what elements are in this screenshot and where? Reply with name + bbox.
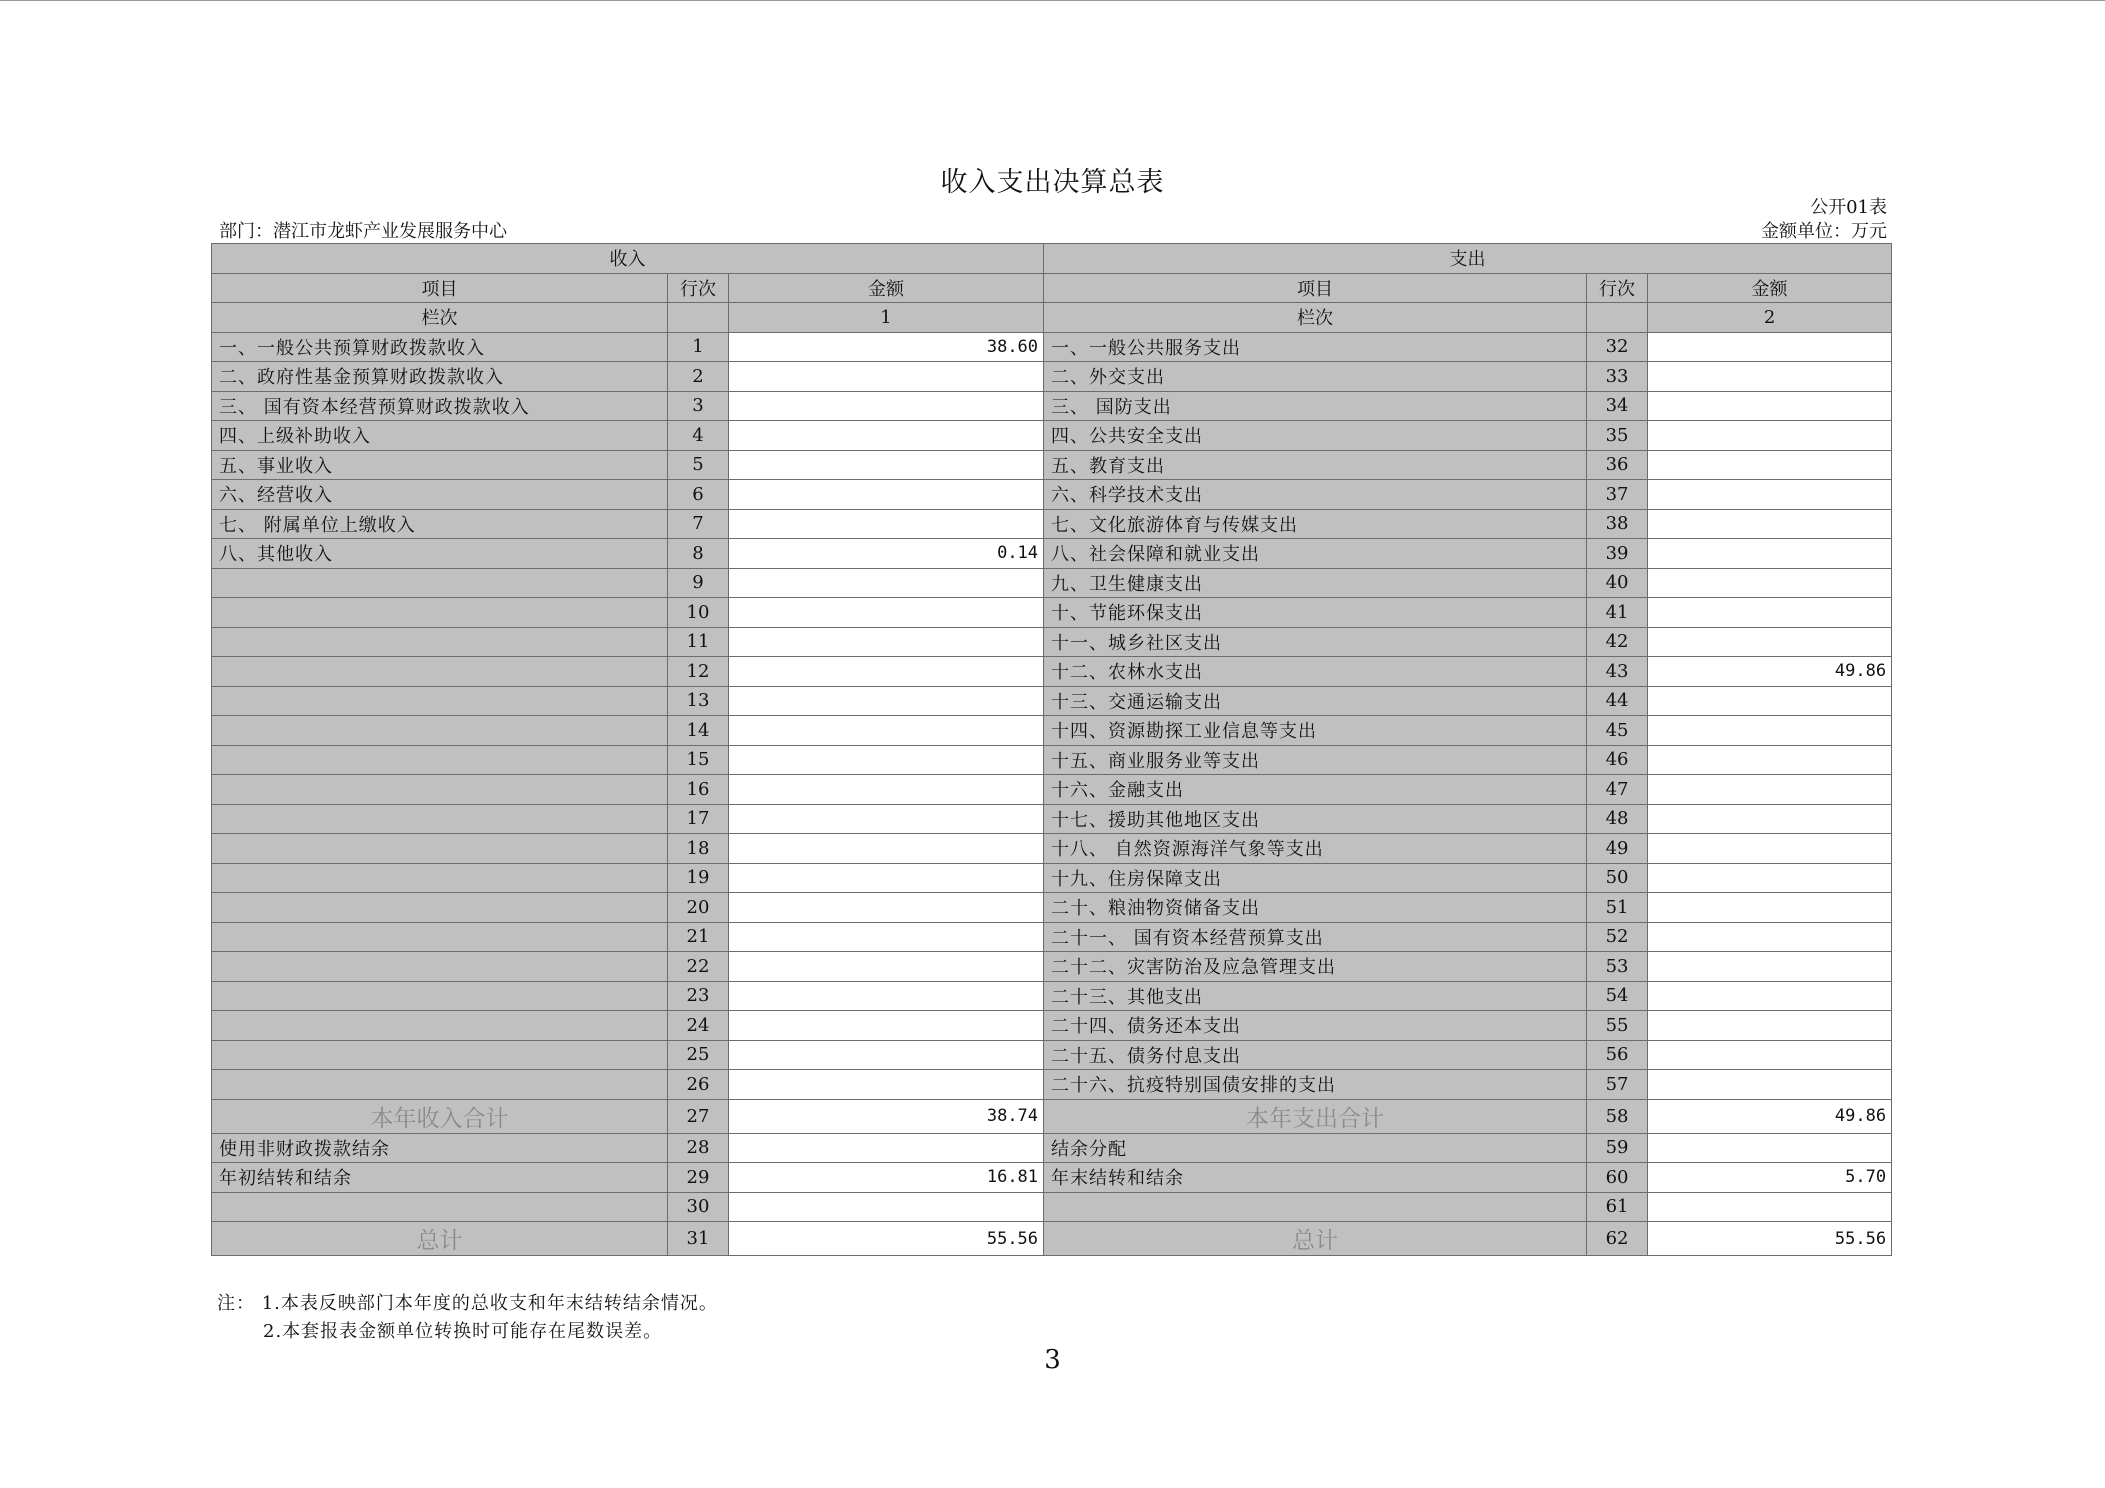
expense-row-number: 55 [1587,1011,1648,1041]
expense-item-label: 二十三、其他支出 [1044,981,1587,1011]
expense-amount [1648,480,1892,510]
table-row [212,775,1892,805]
expense-row-number: 52 [1587,922,1648,952]
table-row [212,1163,1892,1193]
expense-amount [1648,1040,1892,1070]
expense-item-label: 十九、住房保障支出 [1044,863,1587,893]
income-item-label: 年初结转和结余 [212,1163,668,1193]
income-row-number: 2 [668,362,729,392]
expense-amount [1648,775,1892,805]
income-amount [729,1133,1044,1163]
table-body [212,332,1892,1256]
expense-row-number: 42 [1587,627,1648,657]
expense-row-number: 36 [1587,450,1648,480]
income-row-number: 24 [668,1011,729,1041]
income-item-label [212,686,668,716]
footnote-1: 注： 1.本表反映部门本年度的总收支和年末结转结余情况。 [217,1293,718,1314]
expense-item-label: 七、文化旅游体育与传媒支出 [1044,509,1587,539]
expense-item-label: 十、节能环保支出 [1044,598,1587,628]
income-item-label: 二、政府性基金预算财政拨款收入 [212,362,668,392]
income-row-number: 21 [668,922,729,952]
income-amount [729,509,1044,539]
income-row-number: 17 [668,804,729,834]
expense-row-number: 61 [1587,1192,1648,1222]
expense-amount [1648,1133,1892,1163]
expense-amount [1648,863,1892,893]
income-amount [729,627,1044,657]
income-item-label [212,981,668,1011]
expense-amount: 49.86 [1648,657,1892,687]
expense-amount: 5.70 [1648,1163,1892,1193]
table-row [212,863,1892,893]
income-amount: 0.14 [729,539,1044,569]
income-row-number: 4 [668,421,729,451]
income-row-number: 6 [668,480,729,510]
income-row-number: 27 [668,1099,729,1133]
income-row-number: 16 [668,775,729,805]
expense-item-label: 年末结转和结余 [1044,1163,1587,1193]
income-amount: 55.56 [729,1222,1044,1256]
expense-item-label: 二十六、抗疫特别国债安排的支出 [1044,1070,1587,1100]
income-row-number: 1 [668,332,729,362]
expense-amount [1648,1192,1892,1222]
income-amount [729,893,1044,923]
income-amount [729,716,1044,746]
expense-row-number: 43 [1587,657,1648,687]
income-amount [729,1070,1044,1100]
expense-row-number: 38 [1587,509,1648,539]
income-row-number: 18 [668,834,729,864]
table-row [212,598,1892,628]
table-row [212,480,1892,510]
expense-row-number: 32 [1587,332,1648,362]
expense-item-label: 九、卫生健康支出 [1044,568,1587,598]
expense-row-number: 44 [1587,686,1648,716]
expense-item-label: 八、社会保障和就业支出 [1044,539,1587,569]
income-column-blank [668,303,729,333]
expense-item-header: 项目 [1044,273,1587,303]
expense-row-number: 37 [1587,480,1648,510]
expense-amount [1648,745,1892,775]
income-item-label [212,922,668,952]
expense-amount [1648,716,1892,746]
expense-amount [1648,627,1892,657]
expense-item-label: 十二、农林水支出 [1044,657,1587,687]
income-item-label: 四、上级补助收入 [212,421,668,451]
income-amount [729,863,1044,893]
income-item-label [212,716,668,746]
expense-row-number: 60 [1587,1163,1648,1193]
income-column-label: 栏次 [212,303,668,333]
income-amount [729,657,1044,687]
expense-item-label: 十六、金融支出 [1044,775,1587,805]
income-row-number: 23 [668,981,729,1011]
page-title: 收入支出决算总表 [940,167,1165,198]
department-label: 部门：潜江市龙虾产业发展服务中心 [219,221,507,242]
income-item-label [212,657,668,687]
expense-row-number: 58 [1587,1099,1648,1133]
expense-amount [1648,922,1892,952]
expense-amount: 49.86 [1648,1099,1892,1133]
income-item-label: 使用非财政拨款结余 [212,1133,668,1163]
table-row [212,922,1892,952]
income-amount [729,450,1044,480]
income-amount [729,362,1044,392]
income-item-label [212,834,668,864]
table-row [212,1040,1892,1070]
year-total-row [212,1099,1892,1133]
expense-amount [1648,362,1892,392]
expense-amount [1648,981,1892,1011]
expense-item-label: 二、外交支出 [1044,362,1587,392]
income-amount [729,804,1044,834]
income-row-number: 31 [668,1222,729,1256]
income-item-label [212,893,668,923]
expense-item-label: 十三、交通运输支出 [1044,686,1587,716]
income-item-label [212,568,668,598]
income-column-number: 1 [729,303,1044,333]
page-number: 3 [1044,1345,1061,1375]
expense-row-number: 48 [1587,804,1648,834]
income-item-label [212,1040,668,1070]
expense-row-number: 46 [1587,745,1648,775]
income-item-label [212,775,668,805]
table-row [212,745,1892,775]
expense-section-header: 支出 [1044,244,1892,274]
grand-total-row [212,1222,1892,1256]
expense-amount [1648,804,1892,834]
expense-item-label: 四、公共安全支出 [1044,421,1587,451]
income-amount: 16.81 [729,1163,1044,1193]
expense-column-number: 2 [1648,303,1892,333]
expense-row-number: 35 [1587,421,1648,451]
income-row-number: 11 [668,627,729,657]
income-item-label: 七、 附属单位上缴收入 [212,509,668,539]
expense-item-label: 三、 国防支出 [1044,391,1587,421]
expense-row-number: 45 [1587,716,1648,746]
income-item-label: 本年收入合计 [212,1099,668,1133]
table-row [212,952,1892,982]
income-item-label [212,1192,668,1222]
expense-item-label: 二十二、灾害防治及应急管理支出 [1044,952,1587,982]
expense-row-number: 49 [1587,834,1648,864]
income-section-header: 收入 [212,244,1044,274]
section-header-row [212,244,1892,274]
income-item-label: 三、 国有资本经营预算财政拨款收入 [212,391,668,421]
income-amount [729,391,1044,421]
income-item-label: 五、事业收入 [212,450,668,480]
income-row-number: 12 [668,657,729,687]
expense-item-label: 结余分配 [1044,1133,1587,1163]
expense-item-label: 十一、城乡社区支出 [1044,627,1587,657]
expense-item-label: 十七、援助其他地区支出 [1044,804,1587,834]
table-row [212,362,1892,392]
income-item-label [212,1070,668,1100]
income-row-number: 13 [668,686,729,716]
income-amount [729,598,1044,628]
expense-row-number: 54 [1587,981,1648,1011]
expense-item-label: 十五、商业服务业等支出 [1044,745,1587,775]
expense-amount [1648,834,1892,864]
income-expense-table [211,243,1892,1256]
income-item-label [212,863,668,893]
expense-row-no-header: 行次 [1587,273,1648,303]
table-row [212,804,1892,834]
expense-amount [1648,421,1892,451]
income-item-label [212,1011,668,1041]
income-row-number: 9 [668,568,729,598]
expense-amount-header: 金额 [1648,273,1892,303]
table-row [212,1011,1892,1041]
income-row-number: 22 [668,952,729,982]
table-row [212,1070,1892,1100]
table-row [212,509,1892,539]
income-item-label [212,627,668,657]
income-row-number: 3 [668,391,729,421]
expense-item-label [1044,1192,1587,1222]
income-item-label: 六、经营收入 [212,480,668,510]
expense-amount [1648,539,1892,569]
income-row-number: 20 [668,893,729,923]
income-item-header: 项目 [212,273,668,303]
income-amount [729,421,1044,451]
expense-row-number: 50 [1587,863,1648,893]
income-amount: 38.60 [729,332,1044,362]
expense-item-label: 十四、资源勘探工业信息等支出 [1044,716,1587,746]
income-row-number: 30 [668,1192,729,1222]
income-amount [729,981,1044,1011]
income-amount [729,922,1044,952]
income-row-number: 7 [668,509,729,539]
expense-amount [1648,952,1892,982]
form-number: 公开01表 [1810,197,1887,218]
table-row [212,421,1892,451]
amount-unit-label: 金额单位：万元 [1761,221,1887,242]
expense-amount [1648,1011,1892,1041]
expense-amount [1648,332,1892,362]
expense-row-number: 56 [1587,1040,1648,1070]
expense-item-label: 二十、粮油物资储备支出 [1044,893,1587,923]
table-row [212,450,1892,480]
income-row-no-header: 行次 [668,273,729,303]
expense-row-number: 53 [1587,952,1648,982]
expense-item-label: 本年支出合计 [1044,1099,1587,1133]
table-row [212,834,1892,864]
income-item-label: 总计 [212,1222,668,1256]
income-row-number: 14 [668,716,729,746]
expense-row-number: 34 [1587,391,1648,421]
expense-column-blank [1587,303,1648,333]
income-row-number: 5 [668,450,729,480]
table-row [212,1192,1892,1222]
table-row [212,1133,1892,1163]
table-row [212,627,1892,657]
expense-item-label: 二十四、债务还本支出 [1044,1011,1587,1041]
expense-amount [1648,686,1892,716]
expense-item-label: 二十一、 国有资本经营预算支出 [1044,922,1587,952]
income-row-number: 19 [668,863,729,893]
expense-amount [1648,391,1892,421]
income-item-label [212,745,668,775]
income-amount [729,952,1044,982]
income-amount: 38.74 [729,1099,1044,1133]
table-row [212,568,1892,598]
income-item-label [212,598,668,628]
expense-amount [1648,509,1892,539]
income-amount [729,686,1044,716]
income-item-label: 八、其他收入 [212,539,668,569]
expense-row-number: 39 [1587,539,1648,569]
income-amount [729,480,1044,510]
footnote-2: 2.本套报表金额单位转换时可能存在尾数误差。 [263,1321,663,1342]
table-row [212,981,1892,1011]
expense-row-number: 41 [1587,598,1648,628]
income-row-number: 26 [668,1070,729,1100]
expense-amount [1648,598,1892,628]
income-amount [729,1040,1044,1070]
income-amount [729,745,1044,775]
expense-row-number: 33 [1587,362,1648,392]
expense-amount [1648,1070,1892,1100]
expense-amount [1648,893,1892,923]
table-row [212,893,1892,923]
expense-row-number: 62 [1587,1222,1648,1256]
table-row [212,332,1892,362]
income-amount [729,775,1044,805]
expense-row-number: 47 [1587,775,1648,805]
income-row-number: 29 [668,1163,729,1193]
expense-column-label: 栏次 [1044,303,1587,333]
expense-amount: 55.56 [1648,1222,1892,1256]
expense-item-label: 十八、 自然资源海洋气象等支出 [1044,834,1587,864]
expense-row-number: 40 [1587,568,1648,598]
column-header-row [212,273,1892,303]
income-amount [729,1192,1044,1222]
top-border-line [0,0,2105,1]
expense-amount [1648,450,1892,480]
expense-item-label: 六、科学技术支出 [1044,480,1587,510]
income-item-label [212,952,668,982]
table-row [212,657,1892,687]
table-row [212,391,1892,421]
income-amount-header: 金额 [729,273,1044,303]
expense-amount [1648,568,1892,598]
income-row-number: 25 [668,1040,729,1070]
expense-item-label: 总计 [1044,1222,1587,1256]
expense-row-number: 51 [1587,893,1648,923]
expense-row-number: 59 [1587,1133,1648,1163]
column-number-row [212,303,1892,333]
income-amount [729,568,1044,598]
income-item-label [212,804,668,834]
income-row-number: 28 [668,1133,729,1163]
table-row [212,686,1892,716]
income-row-number: 10 [668,598,729,628]
income-row-number: 15 [668,745,729,775]
expense-item-label: 一、一般公共服务支出 [1044,332,1587,362]
income-row-number: 8 [668,539,729,569]
expense-item-label: 五、教育支出 [1044,450,1587,480]
income-item-label: 一、一般公共预算财政拨款收入 [212,332,668,362]
expense-item-label: 二十五、债务付息支出 [1044,1040,1587,1070]
table-row [212,716,1892,746]
expense-row-number: 57 [1587,1070,1648,1100]
income-amount [729,834,1044,864]
table-row [212,539,1892,569]
income-amount [729,1011,1044,1041]
